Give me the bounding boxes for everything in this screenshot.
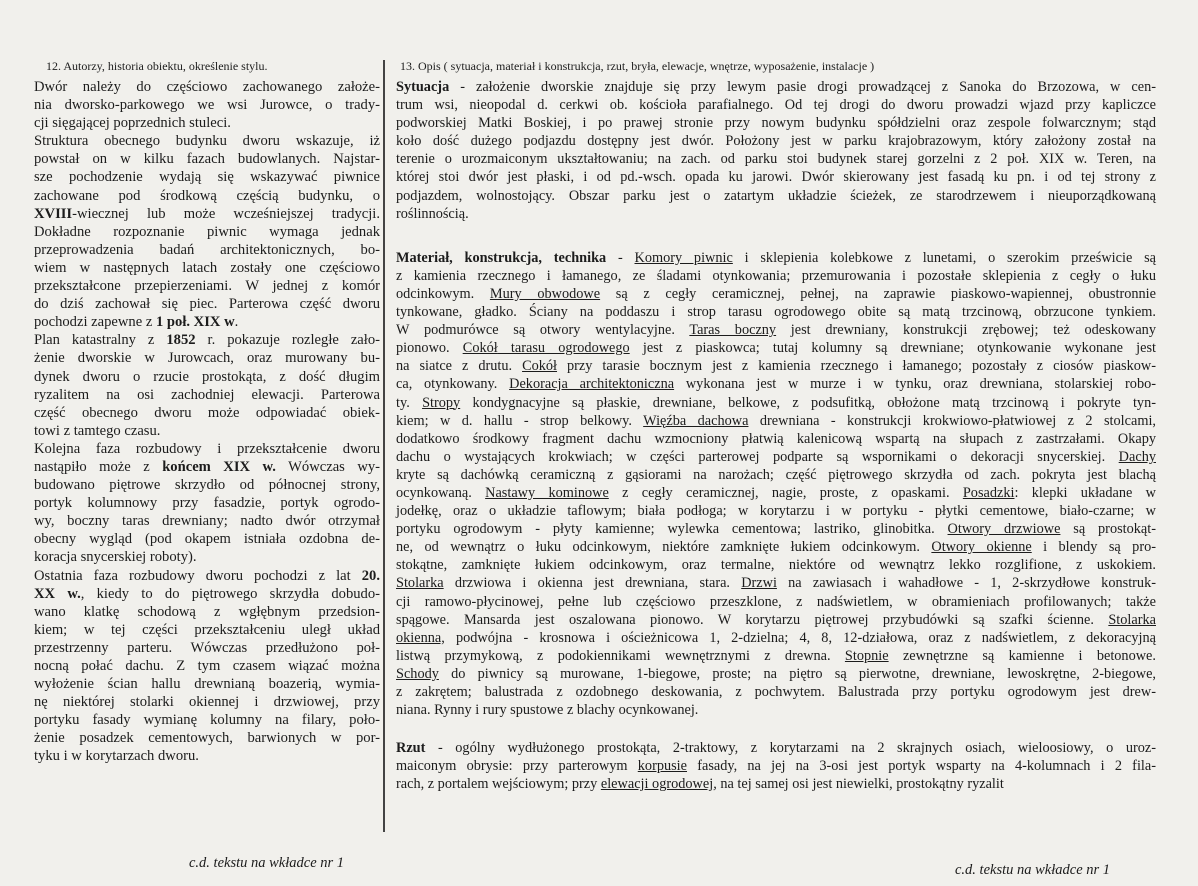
text-line: której stoi dwór jest płaski, i od pd.-wsch. opada ku jarowi. Dwór skierowany jest fasadą ku pn. i od tej strony z [396, 169, 1156, 186]
text-line: koło dość dużego podjazdu dostępny jest dwór. Położony jest w parku krajobrazowym, który założony został na [396, 133, 1156, 150]
text-line: odcinkowym. Mury obwodowe są z cegły ceramicznej, pełnej, na zaprawie piaskowo-wapiennej, obustronnie [396, 285, 1156, 302]
section-label: Rzut [396, 740, 426, 757]
text-line: ocynkowaną. Nastawy kominowe z cegły ceramicznej, nagie, proste, z opaskami. Posadzki: klepki układane w [396, 484, 1156, 501]
text-line: terenie o urozmaiconym ukształtowaniu; na zach. od parku stoi budynek starej gorzelni z 2 poł. XIX w. Teren, na [396, 151, 1156, 168]
text-line: niana. Rynny i rury spustowe z blachy ocynkowanej. [396, 702, 699, 719]
text-line: stokątne, zamknięte łukiem odcinkowym, oraz termalne, niektóre od wewnątrz lekko rozglifione, z uskokiem. [396, 557, 1156, 574]
text-line: podjazdem, wolnostojący. Obszar parku jest o zatartym układzie ścieżek, ze starodrzewem i nieuporządkowaną [396, 187, 1156, 204]
text-line: budowano piętrowe skrzydło od północnej strony, [34, 477, 380, 494]
text-line: wano klatkę schodową z wgłębnym przedsion- [34, 603, 380, 620]
text-line: wiem w następnych latach zostały one częściowo [34, 259, 380, 276]
text-line: wyłożenie ścian hallu drewnianą boazerią, wymia- [34, 676, 380, 693]
text-line: nę niektórej stolarki okiennej i drzwiowej, przy [34, 694, 380, 711]
text-line: zachowane pod środkową częścią budynku, o [34, 187, 380, 204]
history-text [34, 78, 380, 766]
text-line: Sytuacja - założenie dworskie znajduje się przy lewym pasie drogi prowadzącej z Sanoka do Brzozowa, w cen- [396, 79, 1156, 95]
description-column [396, 58, 1156, 793]
text-line: tynkowane, gładko. Ściany na poddaszu i strop tarasu ogrodowego obite są matą trzcinową, obrzucone tynkiem. [396, 304, 1156, 321]
text-line: portyku fasady wymianę kolumny na filary, poło- [34, 712, 380, 729]
text-line: Ostatnia faza rozbudowy dworu pochodzi z lat 20. [34, 567, 380, 584]
text-line: dynek dworu o rzucie prostokąta, z dość długim [34, 368, 380, 385]
text-line: nocną połać dachu. Z tym czasem wiązać można [34, 658, 380, 674]
text-line: żenie posadzek cementowych, barwionych w por- [34, 730, 380, 747]
text-line: podworskiej Matki Boskiej, i po prawej stronie przy nowym budynku spółdzielni oraz zespole folwarcznym; stąd [396, 115, 1156, 132]
text-line: powstał on w kilku fazach budowlanych. Najstar- [34, 151, 380, 168]
text-line: część obecnego dworu może odpowiadać obiek- [34, 404, 380, 421]
text-line: Stolarka drzwiowa i okienna jest drewniana, stara. Drzwi na zawiasach i wahadłowe - 1, 2-skrzydłowe konstruk- [396, 575, 1156, 592]
text-line: jodełkę, oraz o układzie taflowym; biała podłoga; w korytarzu i w portyku - płytki cementowe, biało-czarne; w [396, 503, 1156, 520]
text-line: pochodzi zapewne z 1 poł. XIX w. [34, 314, 239, 331]
text-line: obecny wygląd (pod okapem istniała ozdobna de- [34, 531, 380, 548]
section-12-header: 12. Autorzy, historia obiektu, określenie stylu. [46, 59, 268, 73]
column-divider [383, 60, 385, 832]
text-line: kryte są dachówką ceramiczną z gąsiorami na narożach; część piętrowego skrzydła od zach. pokryta jest blachą [396, 466, 1156, 483]
text-line: Dwór należy do częściowo zachowanego założe- [34, 79, 380, 95]
text-line: cji ramowo-płycinowej, pełne lub częściowo przeszklone, z nadświetlem, w obramieniach profilowanych; także [396, 593, 1156, 610]
text-line: rach, z portalem wejściowym; przy elewacji ogrodowej, na tej samej osi jest niewielki, prostokątny ryzalit [396, 776, 1004, 793]
continuation-note-right: c.d. tekstu na wkładce nr 1 [955, 862, 1111, 878]
text-line: kiem; w d. hallu - strop belkowy. Więźba dachowa drewniana - konstrukcji krokwiowo-płatwiowej z 2 stolcami, [396, 412, 1156, 429]
text-line: koracja snycerskiej roboty). [34, 549, 197, 566]
text-line: ne, od wewnątrz o łuku odcinkowym, niektóre zamknięte łukiem odcinkowym. Otwory okienne i blendy są pro- [396, 539, 1156, 556]
section-gap [396, 223, 1156, 249]
text-line: Dokładne rozpoznanie piwnic wymaga jednak [34, 223, 380, 240]
text-line: spągowe. Mansarda jest oszalowana pionowo. W korytarzu piętrowej przybudówki są szafki ścienne. Stolarka [396, 611, 1156, 628]
text-line: ryzalitem na osi zachodniej elewacji. Parterowa [34, 386, 380, 403]
text-line: z zakrętem; balustrada z ozdobnego deskowania, z pochwytem. Balustrada przy portyku ogrodowym jest drew- [396, 684, 1156, 700]
text-line: ty. Stropy kondygnacyjne są płaskie, drewniane, belkowe, z podsufitką, obłożone matą trzcinową i pokryte tyn- [396, 394, 1156, 411]
text-line: nastąpiło może z końcem XIX w. Wówczas wy- [34, 458, 381, 475]
text-line: XVIII-wiecznej lub może wcześniejszej tradycji. [34, 205, 380, 222]
text-line: nia dworsko-parkowego we wsi Jurowce, o trady- [34, 97, 380, 114]
text-line: przeprowadzenia badań architektonicznych, bo- [34, 241, 380, 258]
text-line: z kamienia rzecznego i łamanego, ze śladami otynkowania; przemurowania i pozostałe sklepienia z cegły o łuku [396, 267, 1156, 284]
text-line: sze pochodzenie wydają się wskazywać piwnice [34, 169, 380, 186]
text-line: cji sięgającej poprzednich stuleci. [34, 115, 231, 132]
text-line: przekształcone przepierzeniami. W jednej z komór [34, 278, 380, 295]
description-text [396, 78, 1156, 793]
text-line: Plan katastralny z 1852 r. pokazuje rozległe zało- [34, 332, 380, 349]
continuation-note-left: c.d. tekstu na wkładce nr 1 [189, 855, 345, 871]
text-line: portyku ogrodowym - płyty kamienne; wylewka cementowa; lastriko, glinobitka. Otwory drzwiowe są prostokąt- [396, 521, 1156, 538]
history-column [34, 58, 380, 766]
text-line: żenie dworskie w Jurowcach, oraz murowany bu- [34, 350, 380, 367]
text-line: Rzut - ogólny wydłużonego prostokąta, 2-traktowy, z korytarzami na 2 skrajnych osiach, wieloosiowy, o uroz- [396, 740, 1156, 757]
text-line: listwą przymykową, z podokiennikami wewnętrznymi z drewna. Stopnie zewnętrzne są kamienne i betonowe. [396, 647, 1156, 664]
text-line: trum wsi, nieopodal d. cerkwi ob. kościoła parafialnego. Od tej drogi do dworu prowadzi wjazd przy kapliczce [396, 97, 1156, 114]
text-line: pionowo. Cokół tarasu ogrodowego jest z piaskowca; tutaj kolumny są drewniane; otynkowanie wykonane jest [396, 340, 1156, 357]
text-line: roślinnością. [396, 205, 469, 222]
text-line: okienna, podwójna - krosnowa i ościeżnicowa 1, 2-dzielna; 4, 8, 12-działowa, oraz z nadświetlem, z dekoracyjną [396, 629, 1156, 646]
text-line: tyku i w korytarzach dworu. [34, 748, 199, 765]
text-line: kiem; w tej części przekształceniu uległ układ [34, 621, 380, 638]
text-line: na siatce z drutu. Cokół przy tarasie bocznym jest z kamienia rzecznego i łamanego; pozostały z ciosów piaskow- [396, 358, 1156, 375]
text-line: W podmurówce są otwory wentylacyjne. Taras boczny jest drewniany, konstrukcji zrębowej; też odeskowany [396, 322, 1156, 339]
text-line: Struktura obecnego budynku dworu wskazuje, iż [34, 133, 380, 150]
text-line: Materiał, konstrukcja, technika - Komory piwnic i sklepienia kolebkowe z lunetami, o szerokim prześwicie są [396, 249, 1156, 266]
text-line: ca, otynkowany. Dekoracja architektoniczna wykonana jest w murze i w tynku, oraz drewniana, stolarskiej robo- [396, 376, 1157, 393]
text-line: portyk kolumnowy przy fasadzie, portyk ogrodo- [34, 495, 380, 512]
section-gap [396, 719, 1156, 739]
text-line: do dziś zachował się piec. Parterowa część dworu [34, 296, 380, 313]
text-line: XX w., kiedy to do piętrowego skrzydła dobudo- [34, 585, 380, 602]
text-line: dachu o wystających krokwiach; w części parterowej podparte są wspornikami o dekoracji snycerskiej. Dachy [396, 448, 1156, 465]
text-line: wy, boczny taras drewniany; nadto dwór otrzymał [34, 513, 380, 530]
section-13-header: 13. Opis ( sytuacja, materiał i konstrukcja, rzut, bryła, elewacje, wnętrze, wyposażenie, instalacje ) [400, 59, 875, 73]
text-line: Kolejna faza rozbudowy i przekształcenie dworu [34, 440, 380, 457]
section-label: Materiał, konstrukcja, technika [396, 249, 607, 266]
text-line: towi z tamtego czasu. [34, 422, 161, 439]
text-line: Schody do piwnicy są murowane, 1-biegowe, proste; na piętro są pierwotne, drewniane, lewoskrętne, 2-biegowe, [396, 665, 1156, 682]
text-line: maiconym obrysie: przy parterowym korpusie fasady, na jej na 3-osi jest portyk wsparty na 4-kolumnach i 2 fila- [396, 758, 1156, 775]
text-line: przestrzenny parteru. Wówczas przedłużono poł- [34, 639, 380, 656]
text-line: dodatkowo środkowy fragment dachu wzmocniony płatwią kalenicową wspartą na słupach z zastrzałami. Okapy [396, 430, 1156, 447]
section-label: Sytuacja [396, 79, 450, 95]
